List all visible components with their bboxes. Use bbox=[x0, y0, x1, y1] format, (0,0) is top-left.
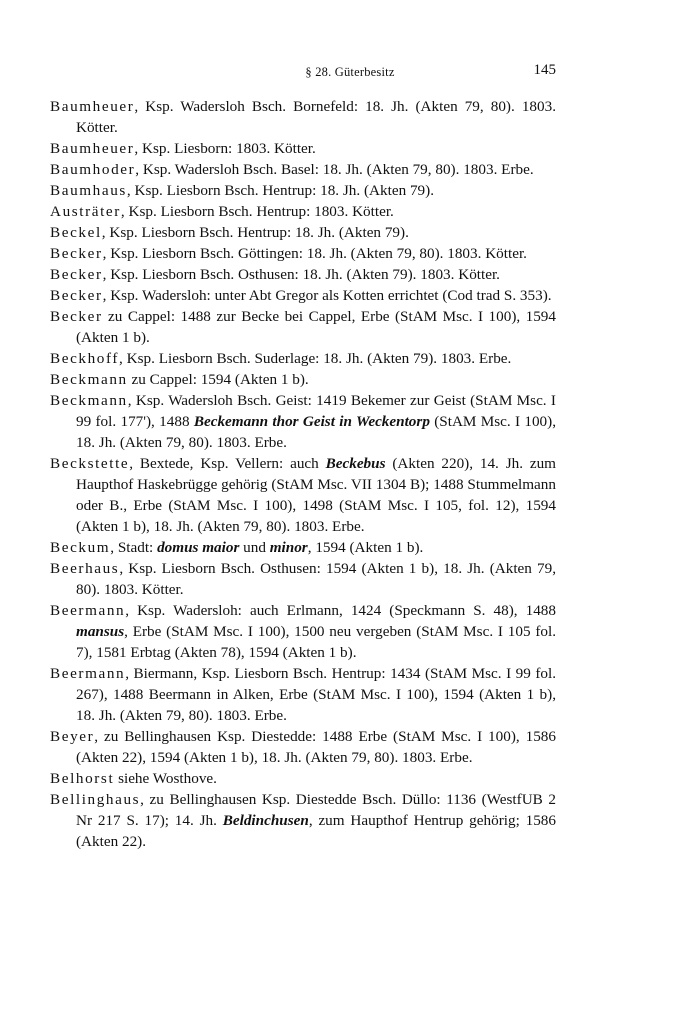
entry bbox=[50, 768, 556, 789]
entry-text: und bbox=[239, 539, 270, 556]
entry bbox=[50, 348, 556, 369]
entry-headword: Beermann bbox=[50, 665, 126, 682]
entry-text: , zum Haupthof Hentrup gehörig; 1586 (Akten 22). bbox=[76, 812, 556, 850]
entry-text: , Ksp. Liesborn Bsch. Suderlage: 18. Jh. (Akten 79). 1803. Erbe. bbox=[119, 350, 512, 367]
entry-headword: Beckhoff bbox=[50, 350, 120, 367]
entry-text: , Ksp. Liesborn Bsch. Göttingen: 18. Jh. (Akten 79, 80). 1803. Kötter. bbox=[102, 245, 527, 262]
entry-text: , Ksp. Wadersloh Bsch. Bornefeld: 18. Jh. (Akten 79, 80). 1803. Kötter. bbox=[76, 98, 556, 136]
entry-text: zu Cappel: 1594 (Akten 1 b). bbox=[127, 371, 309, 388]
entry bbox=[50, 369, 556, 390]
page-number: 145 bbox=[533, 62, 556, 78]
entry bbox=[50, 306, 556, 348]
entry-text: , Ksp. Wadersloh: unter Abt Gregor als Kotten errichtet (Cod trad S. 353). bbox=[102, 287, 552, 304]
entry-text: , 1594 (Akten 1 b). bbox=[307, 539, 424, 556]
entry-text: , Ksp. Liesborn Bsch. Hentrup: 1803. Kötter. bbox=[120, 203, 394, 220]
entry-headword: Beckel bbox=[50, 224, 102, 241]
entry bbox=[50, 453, 556, 537]
entry-text: , Ksp. Wadersloh: auch Erlmann, 1424 (Speckmann S. 48), 1488 bbox=[125, 602, 556, 619]
entry-text: , zu Bellinghausen Ksp. Diestedde: 1488 Erbe (StAM Msc. I 100), 1586 (Akten 22), 1594 (Akten 1 b), 18. Jh. (Akten 79, 80). 1803. Erbe. bbox=[76, 728, 556, 766]
entry-text: , Ksp. Liesborn: 1803. Kötter. bbox=[134, 140, 316, 157]
entry bbox=[50, 243, 556, 264]
entry-text: zu Cappel: 1488 zur Becke bei Cappel, Erbe (StAM Msc. I 100), 1594 (Akten 1 b). bbox=[76, 308, 556, 346]
entry-headword: Beermann bbox=[50, 602, 126, 619]
entry-italic-text: mansus bbox=[76, 623, 125, 640]
entry bbox=[50, 96, 556, 138]
entry-headword: Becker bbox=[50, 245, 103, 262]
entry-headword: Baumhaus bbox=[50, 182, 127, 199]
entry-text: , Ksp. Liesborn Bsch. Osthusen: 18. Jh. (Akten 79). 1803. Kötter. bbox=[102, 266, 500, 283]
entry-text: , Ksp. Wadersloh Bsch. Geist: 1419 Bekemer zur Geist (StAM Msc. I 99 fol. 177'), 1488 bbox=[76, 392, 556, 430]
entry bbox=[50, 222, 556, 243]
entry-text: , Erbe (StAM Msc. I 100), 1500 neu vergeben (StAM Msc. I 105 fol. 7), 1581 Erbtag (Akten 78), 1594 (Akten 1 b). bbox=[76, 623, 556, 661]
entry bbox=[50, 663, 556, 726]
entry bbox=[50, 201, 556, 222]
entry bbox=[50, 789, 556, 852]
entry bbox=[50, 264, 556, 285]
entry-text: , Ksp. Wadersloh Bsch. Basel: 18. Jh. (Akten 79, 80). 1803. Erbe. bbox=[135, 161, 534, 178]
entry-text: , Stadt: bbox=[110, 539, 158, 556]
entry-headword: Austräter bbox=[50, 203, 121, 220]
entry-italic-text: Beckemann thor Geist in Weckentorp bbox=[193, 413, 430, 430]
section-title: § 28. Güterbesitz bbox=[305, 65, 395, 79]
entry-text: , Ksp. Liesborn Bsch. Hentrup: 18. Jh. (Akten 79). bbox=[101, 224, 409, 241]
entry-headword: Becker bbox=[50, 287, 103, 304]
entry bbox=[50, 138, 556, 159]
entry-headword: Beckmann bbox=[50, 392, 128, 409]
entry-italic-text: Beldinchusen bbox=[222, 812, 309, 829]
entry bbox=[50, 558, 556, 600]
entry-text: (Akten 220), 14. Jh. zum Haupthof Haskebrügge gehörig (StAM Msc. VII 1304 B); 1488 Stummelmann oder B., Erbe (StAM Msc. I 100), 1498 (StAM Msc. I 105, fol. 12), 1594 (Akten 1 b), 18. Jh. (Akten 79, 80). 1803. Erbe. bbox=[76, 455, 557, 535]
entry-italic-text: minor bbox=[269, 539, 308, 556]
entry-text: , Ksp. Liesborn Bsch. Hentrup: 18. Jh. (Akten 79). bbox=[126, 182, 435, 199]
entry-italic-text: Beckebus bbox=[325, 455, 386, 472]
entry-list bbox=[50, 96, 556, 852]
entry bbox=[50, 600, 556, 663]
entry bbox=[50, 726, 556, 768]
entry-headword: Beckmann bbox=[50, 371, 128, 388]
entry-headword: Becker bbox=[50, 266, 103, 283]
entry-headword: Baumheuer bbox=[50, 98, 135, 115]
entry-headword: Beckstette bbox=[50, 455, 130, 472]
entry bbox=[50, 537, 556, 558]
entry bbox=[50, 285, 556, 306]
entry-text: , zu Bellinghausen Ksp. Diestedde Bsch. Düllo: 1136 (WestfUB 2 Nr 217 S. 17); 14. Jh. bbox=[76, 791, 556, 829]
entry-headword: Beyer bbox=[50, 728, 95, 745]
entry bbox=[50, 180, 556, 201]
entry-headword: Belhorst bbox=[50, 770, 115, 787]
entry-italic-text: domus maior bbox=[157, 539, 240, 556]
entry-headword: Bellinghaus bbox=[50, 791, 141, 808]
entry bbox=[50, 390, 556, 453]
entry-text: (StAM Msc. I 100), 18. Jh. (Akten 79, 80). 1803. Erbe. bbox=[76, 413, 557, 451]
entry-headword: Baumhoder bbox=[50, 161, 136, 178]
entry-headword: Beckum bbox=[50, 539, 111, 556]
entry-text: siehe Wosthove. bbox=[114, 770, 217, 787]
entry-headword: Becker bbox=[50, 308, 103, 325]
entry-text: , Ksp. Liesborn Bsch. Osthusen: 1594 (Akten 1 b), 18. Jh. (Akten 79, 80). 1803. Kötter. bbox=[76, 560, 556, 598]
entry-headword: Baumheuer bbox=[50, 140, 135, 157]
running-head bbox=[0, 62, 700, 82]
entry-text: , Bextede, Ksp. Vellern: auch bbox=[129, 455, 326, 472]
entry-headword: Beerhaus bbox=[50, 560, 120, 577]
entry-text: , Biermann, Ksp. Liesborn Bsch. Hentrup: 1434 (StAM Msc. I 99 fol. 267), 1488 Beermann in Alken, Erbe (StAM Msc. I 100), 1594 (Akten 1 b), 18. Jh. (Akten 79, 80). 1803. Erbe. bbox=[76, 665, 556, 724]
entry bbox=[50, 159, 556, 180]
